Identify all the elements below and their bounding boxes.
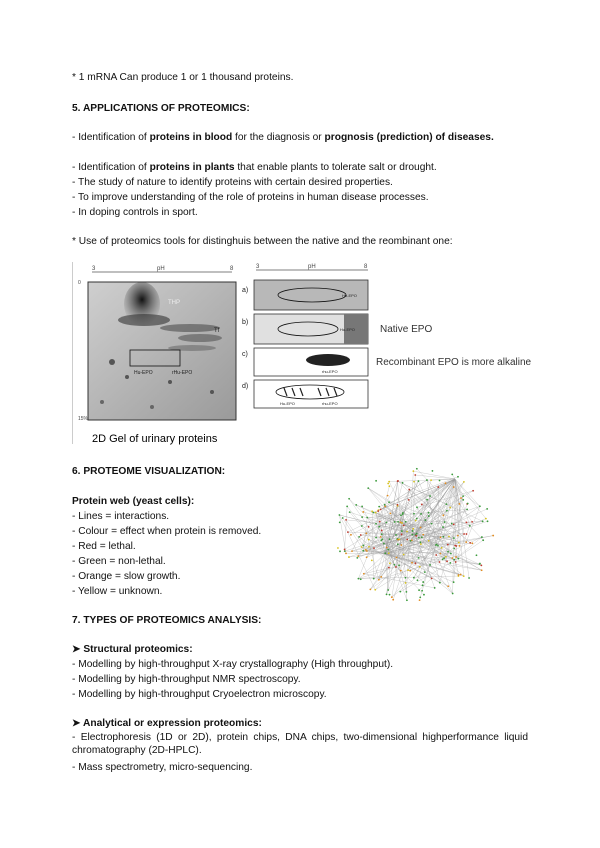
strip-a-tag: Hu-EPO bbox=[342, 293, 357, 298]
analytical-proteomics-title: ➤ Analytical or expression proteomics: bbox=[72, 718, 262, 729]
row-b-label: b) bbox=[242, 319, 249, 326]
structural-item: - Modelling by high-throughput X-ray crystallography (High throughput). bbox=[72, 659, 394, 670]
protein-web-item: - Orange = slow growth. bbox=[72, 571, 181, 582]
protein-web-item: - Lines = interactions. bbox=[72, 511, 170, 522]
structural-item: - Modelling by high-throughput NMR spectroscopy. bbox=[72, 674, 301, 685]
native-epo-label: Native EPO bbox=[380, 324, 433, 335]
protein-web-item: - Yellow = unknown. bbox=[72, 586, 163, 597]
gel-caption: 2D Gel of urinary proteins bbox=[92, 433, 218, 445]
section-5-item-5: - In doping controls in sport. bbox=[72, 207, 198, 218]
ph-low-label: 3 bbox=[92, 266, 96, 272]
mw-bottom-label: 15% bbox=[78, 416, 89, 422]
gel-image bbox=[88, 282, 236, 420]
spot-thp-label: THP bbox=[168, 300, 180, 306]
section-5-item-1: - Identification of proteins in blood for the diagnosis or prognosis (prediction) of diseases. bbox=[72, 132, 494, 143]
mw-top-label: 0 bbox=[78, 280, 81, 286]
section-5-item-2: - Identification of proteins in plants that enable plants to tolerate salt or drought. bbox=[72, 162, 437, 173]
strip-ph-label: pH bbox=[308, 264, 316, 270]
protein-web-item: - Colour = effect when protein is removed. bbox=[72, 526, 262, 537]
row-d-label: d) bbox=[242, 383, 249, 390]
strip-c-tag: rhu-EPO bbox=[322, 369, 338, 374]
ph-high-label: 8 bbox=[230, 266, 234, 272]
note-proteomics-tools: * Use of proteomics tools for distinghuis between the native and the reombinant one: bbox=[72, 236, 453, 247]
note-mrna: * 1 mRNA Can produce 1 or 1 thousand proteins. bbox=[72, 72, 294, 83]
row-a-label: a) bbox=[242, 287, 249, 294]
protein-web-subtitle: Protein web (yeast cells): bbox=[72, 496, 195, 507]
row-c-label: c) bbox=[242, 351, 248, 358]
recombinant-epo-label: Recombinant EPO is more alkaline bbox=[376, 357, 532, 368]
spot-hu-label: Hu-EPO bbox=[134, 370, 153, 376]
protein-web-item: - Green = non-lethal. bbox=[72, 556, 166, 567]
section-5-item-3: - The study of nature to identify proteins with certain desired properties. bbox=[72, 177, 393, 188]
spot-tf-label: Tf bbox=[214, 328, 220, 334]
strip-ph-high: 8 bbox=[364, 264, 368, 270]
protein-web-item: - Red = lethal. bbox=[72, 541, 136, 552]
structural-item: - Modelling by high-throughput Cryoelectron microscopy. bbox=[72, 689, 327, 700]
analytical-item: - Electrophoresis (1D or 2D), protein chips, DNA chips, two-dimensional highperformance liquid chromatography (2D-HPLC). bbox=[72, 732, 528, 756]
structural-proteomics-title: ➤ Structural proteomics: bbox=[72, 644, 193, 655]
protein-interaction-network bbox=[300, 456, 530, 606]
strip-d-tag-1: Hu-EPO bbox=[280, 401, 295, 406]
strip-d-tag-2: rhu-EPO bbox=[322, 401, 338, 406]
strip-d bbox=[254, 380, 368, 408]
strip-b-tag: Hu-EPO bbox=[340, 327, 355, 332]
analytical-item: - Mass spectrometry, micro-sequencing. bbox=[72, 762, 253, 773]
strip-ph-low: 3 bbox=[256, 264, 260, 270]
section-6-title: 6. PROTEOME VISUALIZATION: bbox=[72, 466, 226, 477]
section-5-item-4: - To improve understanding of the role of proteins in human disease processes. bbox=[72, 192, 429, 203]
section-5-title: 5. APPLICATIONS OF PROTEOMICS: bbox=[72, 103, 250, 114]
ph-axis-label: pH bbox=[157, 266, 165, 272]
spot-rhu-label: rHu-EPO bbox=[172, 370, 193, 376]
section-7-title: 7. TYPES OF PROTEOMICS ANALYSIS: bbox=[72, 615, 262, 626]
epo-gel-figure bbox=[72, 262, 532, 452]
